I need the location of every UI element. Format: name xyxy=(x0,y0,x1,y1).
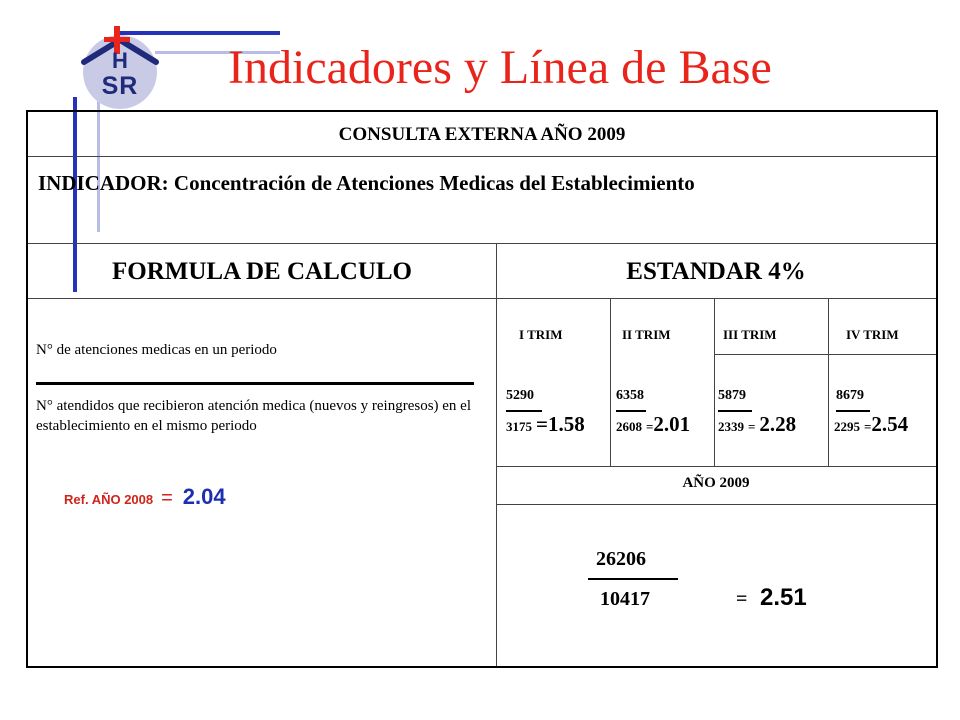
q1-result: 1.58 xyxy=(547,412,585,436)
slide-title: Indicadores y Línea de Base xyxy=(228,41,772,94)
hsr-logo xyxy=(80,24,160,112)
year-denominator: 10417 xyxy=(600,588,650,610)
quarter-divider xyxy=(610,298,611,466)
q1-result-line xyxy=(506,412,585,437)
quarter-label-divider xyxy=(714,354,936,355)
formula-header: FORMULA DE CALCULO xyxy=(111,258,412,285)
year-equals: = xyxy=(736,588,748,610)
q3-result-line xyxy=(718,412,796,437)
indicator-table xyxy=(26,110,938,668)
q4-result-line xyxy=(834,412,908,437)
logo-letters-sr: SR xyxy=(101,72,139,100)
q2-result-line xyxy=(616,412,690,437)
year-result: 2.51 xyxy=(760,584,807,611)
row-divider xyxy=(496,504,936,505)
q2-numerator: 6358 xyxy=(616,388,644,403)
quarter-divider xyxy=(714,298,715,466)
quarter-label-i: I TRIM xyxy=(519,327,563,342)
row-divider xyxy=(496,466,936,467)
standard-header: ESTANDAR 4% xyxy=(626,258,806,285)
quarter-divider xyxy=(828,298,829,466)
row-divider xyxy=(28,298,936,299)
reference-value: 2.04 xyxy=(182,484,226,509)
year-fraction-bar xyxy=(588,578,678,580)
reference-label: Ref. AÑO 2008 xyxy=(64,492,154,507)
q3-numerator: 5879 xyxy=(718,388,746,403)
q2-equals: = xyxy=(646,419,654,434)
reference-equals: = xyxy=(161,487,173,509)
row-divider xyxy=(28,156,936,157)
quarter-label-iv: IV TRIM xyxy=(846,327,899,342)
quarter-label-ii: II TRIM xyxy=(622,327,671,342)
logo-letter-h: H xyxy=(112,48,128,73)
indicator-text: Concentración de Atenciones Medicas del Establecimiento xyxy=(173,171,695,195)
q4-numerator: 8679 xyxy=(836,388,864,403)
row-divider xyxy=(28,243,936,244)
reference-2008 xyxy=(64,484,226,510)
year-numerator: 26206 xyxy=(596,548,646,570)
formula-denominator: N° atendidos que recibieron atención medica (nuevos y reingresos) en el establecimiento en el mismo periodo xyxy=(36,398,472,434)
formula-fraction-bar xyxy=(36,382,474,385)
q4-equals: = xyxy=(864,419,872,434)
indicator-cell xyxy=(38,168,898,198)
q1-numerator: 5290 xyxy=(506,388,534,403)
indicator-label: INDICADOR: xyxy=(38,171,169,195)
column-divider xyxy=(496,243,497,666)
q2-denominator: 2608 xyxy=(616,419,642,434)
q4-result: 2.54 xyxy=(871,412,909,436)
q3-result: 2.28 xyxy=(759,412,797,436)
year-label: AÑO 2009 xyxy=(682,475,750,491)
q1-denominator: 3175 xyxy=(506,419,532,434)
q4-denominator: 2295 xyxy=(834,419,860,434)
table-header: CONSULTA EXTERNA AÑO 2009 xyxy=(338,124,626,145)
q2-result: 2.01 xyxy=(653,412,691,436)
q3-denominator: 2339 xyxy=(718,419,744,434)
quarter-label-iii: III TRIM xyxy=(723,327,777,342)
q1-equals: = xyxy=(536,412,548,436)
formula-numerator: N° de atenciones medicas en un periodo xyxy=(36,342,277,358)
q3-equals: = xyxy=(748,419,756,434)
